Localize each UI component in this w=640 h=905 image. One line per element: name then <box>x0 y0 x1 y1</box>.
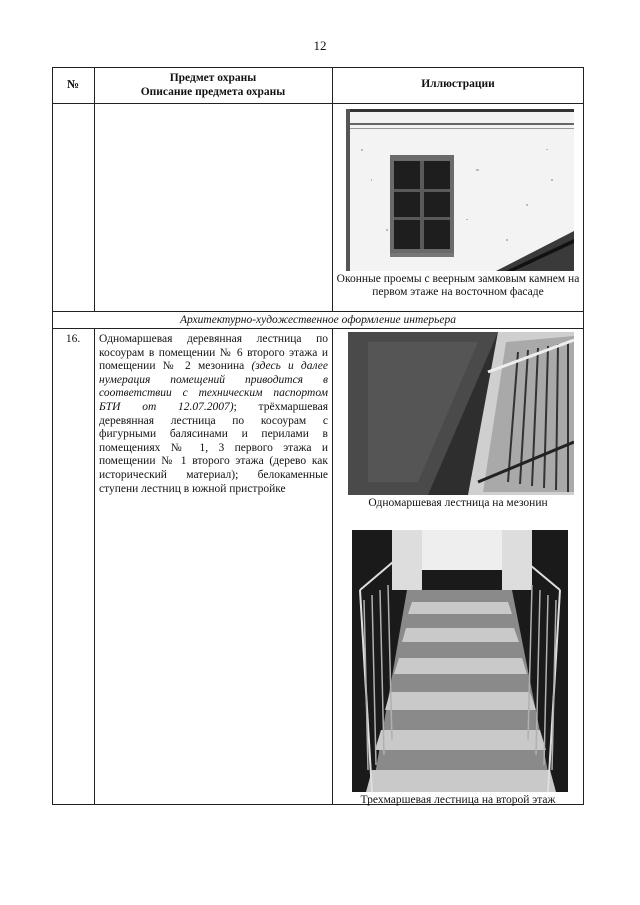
col-divider-1-bottom <box>94 328 95 805</box>
page-number: 12 <box>313 38 327 53</box>
section-divider-top <box>52 311 584 312</box>
single-flight-stair-photo <box>348 332 574 495</box>
header-subject-line1: Предмет охраны <box>169 72 257 84</box>
header-subject-line2: Описание предмета охраны <box>140 85 286 98</box>
header-subject <box>94 72 332 99</box>
header-divider <box>52 103 584 104</box>
protection-table <box>52 67 584 805</box>
table-border-top <box>52 67 584 68</box>
col-divider-2-top <box>332 67 333 312</box>
window-facade-caption: Оконные проемы с веерным замковым камнем на первом этаже на восточном фасаде <box>336 273 580 298</box>
section-title: Архитектурно-художественное оформление интерьера <box>180 314 456 326</box>
table-border-left <box>52 67 53 805</box>
col-divider-1-top <box>94 67 95 312</box>
three-flight-stair-caption: Трехмаршевая лестница на второй этаж <box>360 794 556 806</box>
single-flight-stair-caption: Одномаршевая лестница на мезонин <box>368 497 548 509</box>
table-border-right <box>583 67 584 805</box>
description-italic-note: (здесь и далее нумерация помещений приводится в соответствии с техническим паспортом БТИ от 12.07.2007) <box>99 360 328 413</box>
window-facade-photo <box>346 109 574 271</box>
section-divider-bottom <box>52 328 584 329</box>
header-number: № <box>66 77 80 91</box>
row-number: 16. <box>65 333 81 345</box>
description-text-1: Одномаршевая деревянная лестница по косоурам в помещении № 6 второго этажа и помещении № 2 мезонина <box>99 333 328 373</box>
col-divider-2-bottom <box>332 328 333 805</box>
description-text-2: ; трёхмаршевая деревянная лестница по косоурам с фигурными балясинами и перилами в помещениях № 1, 3 первого этажа и помещении № 1 второго этажа (дерево как исторический материал); белокаменные ступени лестниц в южной пристройке <box>99 400 328 495</box>
header-illustrations: Иллюстрации <box>421 78 495 90</box>
row-description <box>99 333 328 496</box>
three-flight-stair-photo <box>352 530 568 792</box>
